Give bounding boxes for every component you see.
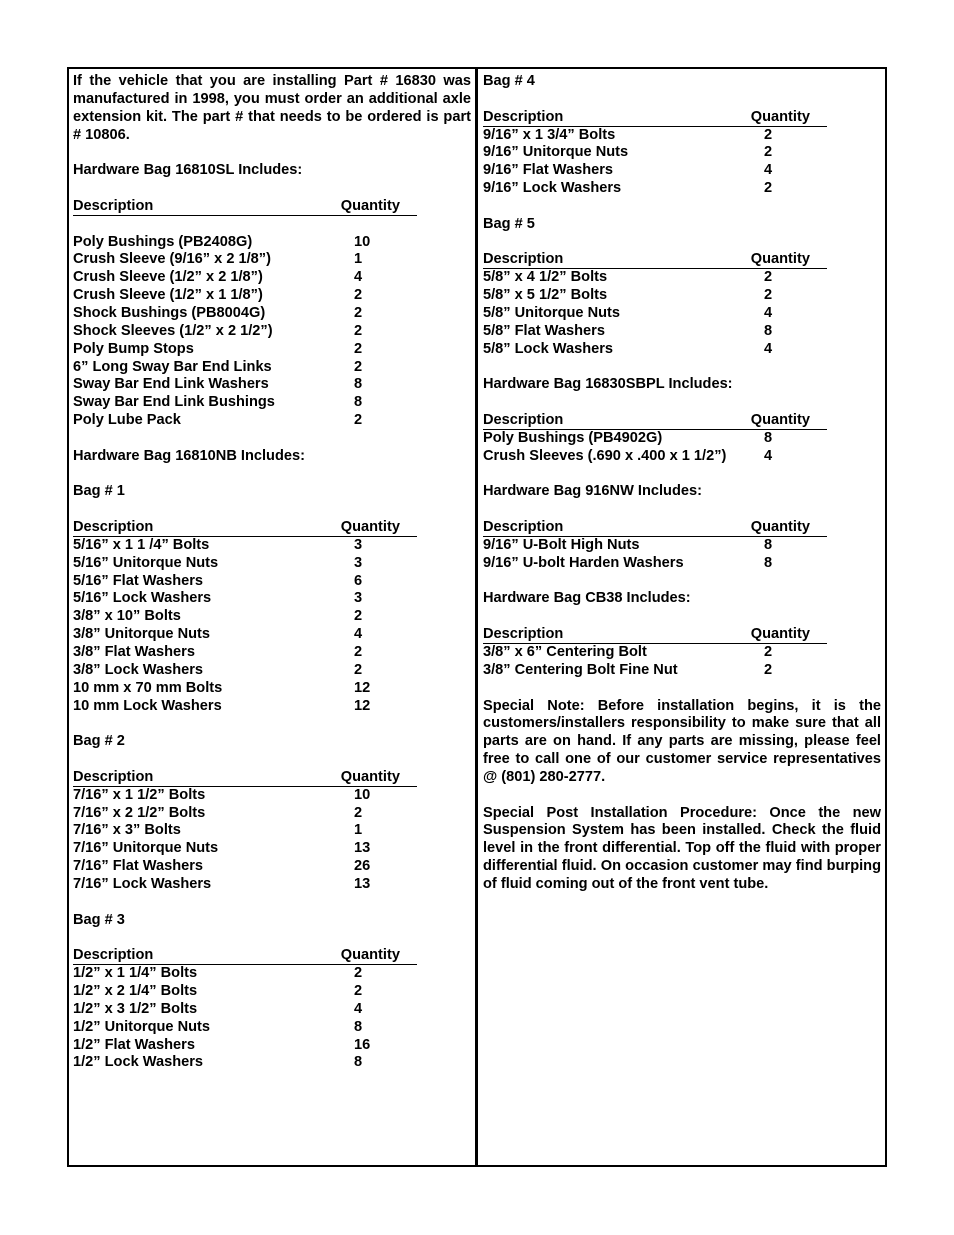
item-quantity: 16 [354, 1036, 371, 1053]
item-quantity: 2 [354, 358, 363, 375]
item-quantity: 8 [764, 429, 773, 446]
header-quantity: Quantity [750, 251, 810, 268]
list-item [73, 305, 471, 323]
header-description: Description [73, 768, 154, 785]
list-item [483, 662, 881, 680]
item-quantity: 2 [764, 144, 773, 161]
list-item [73, 573, 471, 591]
item-quantity: 8 [764, 322, 773, 339]
list-item [73, 608, 471, 626]
bag-3-title: Bag # 3 [73, 911, 125, 928]
list-item [73, 626, 471, 644]
item-quantity: 2 [354, 304, 363, 321]
item-description: 7/16” Unitorque Nuts [73, 840, 219, 857]
sl-items [73, 234, 471, 430]
list-item [73, 840, 471, 858]
bag-cb38-title: Hardware Bag CB38 Includes: [483, 590, 691, 607]
header-description: Description [73, 519, 154, 536]
list-item [73, 394, 471, 412]
list-item [73, 680, 471, 698]
header-description: Description [483, 251, 564, 268]
list-item [483, 305, 881, 323]
list-item [73, 412, 471, 430]
table-header [73, 947, 417, 965]
column-divider [475, 67, 478, 1167]
list-item [483, 144, 881, 162]
item-quantity: 3 [354, 536, 363, 553]
item-quantity: 4 [354, 1000, 363, 1017]
special-note: Special Note: Before installation begins, it is the customers/installers responsibility to make sure that all parts are on hand. If any parts are missing, please feel free to call one of our customer service representatives @ (801) 280-2777. [483, 697, 881, 785]
item-description: 5/16” Lock Washers [73, 590, 212, 607]
header-description: Description [483, 519, 564, 536]
header-quantity: Quantity [340, 768, 400, 785]
item-description: 9/16” x 1 3/4” Bolts [483, 126, 616, 143]
list-item [73, 805, 471, 823]
list-item [73, 787, 471, 805]
item-quantity: 13 [354, 875, 371, 892]
header-quantity: Quantity [750, 519, 810, 536]
list-item [73, 537, 471, 555]
list-item [73, 376, 471, 394]
item-description: Shock Sleeves (1/2” x 2 1/2”) [73, 322, 273, 339]
list-item [483, 287, 881, 305]
bag-4-items [483, 127, 881, 198]
bag-16810sl-title: Hardware Bag 16810SL Includes: [73, 162, 303, 179]
item-description: 5/8” Lock Washers [483, 340, 614, 357]
item-quantity: 10 [354, 786, 371, 803]
item-quantity: 2 [764, 126, 773, 143]
item-quantity: 12 [354, 679, 371, 696]
item-description: 7/16” Flat Washers [73, 858, 204, 875]
header-quantity: Quantity [750, 412, 810, 429]
item-quantity: 2 [354, 965, 363, 982]
item-description: 9/16” U-bolt Harden Washers [483, 554, 684, 571]
item-description: 5/8” x 4 1/2” Bolts [483, 269, 608, 286]
list-item [73, 1001, 471, 1019]
item-description: 1/2” Flat Washers [73, 1036, 195, 1053]
item-description: Poly Lube Pack [73, 412, 181, 429]
header-quantity: Quantity [750, 108, 810, 125]
bag-916nw-title: Hardware Bag 916NW Includes: [483, 483, 702, 500]
item-description: 1/2” Unitorque Nuts [73, 1018, 211, 1035]
list-item [73, 269, 471, 287]
item-quantity: 2 [354, 661, 363, 678]
list-item [483, 341, 881, 359]
item-quantity: 2 [354, 644, 363, 660]
item-quantity: 12 [354, 697, 371, 714]
list-item [483, 644, 881, 662]
list-item [73, 323, 471, 341]
item-description: 10 mm Lock Washers [73, 697, 222, 714]
item-quantity: 8 [354, 1054, 363, 1071]
table-header [483, 109, 827, 127]
sbpl-items [483, 430, 881, 466]
list-item [73, 234, 471, 252]
item-description: Sway Bar End Link Bushings [73, 394, 275, 411]
list-item [73, 287, 471, 305]
header-description: Description [483, 108, 564, 125]
item-quantity: 2 [764, 644, 773, 660]
item-quantity: 2 [354, 608, 363, 625]
header-description: Description [73, 947, 154, 964]
item-quantity: 2 [764, 661, 773, 678]
list-item [73, 662, 471, 680]
item-quantity: 26 [354, 858, 371, 875]
item-quantity: 2 [354, 287, 363, 304]
item-description: Poly Bushings (PB4902G) [483, 429, 663, 446]
item-description: Poly Bushings (PB2408G) [73, 233, 253, 250]
list-item [73, 341, 471, 359]
item-description: 5/16” Unitorque Nuts [73, 554, 219, 571]
item-description: Crush Sleeve (9/16” x 2 1/8”) [73, 251, 271, 268]
bag-5-items [483, 269, 881, 358]
item-quantity: 2 [354, 983, 363, 1000]
bag-16830sbpl-title: Hardware Bag 16830SBPL Includes: [483, 376, 733, 393]
item-description: 3/8” Centering Bolt Fine Nut [483, 661, 678, 678]
item-quantity: 1 [354, 251, 363, 268]
item-quantity: 8 [354, 394, 363, 411]
item-quantity: 3 [354, 590, 363, 607]
list-item [73, 822, 471, 840]
header-quantity: Quantity [750, 626, 810, 643]
bag-16810nb-title: Hardware Bag 16810NB Includes: [73, 447, 305, 464]
item-description: 9/16” Flat Washers [483, 162, 614, 179]
list-item [73, 1037, 471, 1055]
item-quantity: 4 [354, 269, 363, 286]
item-quantity: 2 [764, 180, 773, 197]
list-item [73, 644, 471, 662]
item-quantity: 10 [354, 233, 371, 250]
item-quantity: 6 [354, 572, 363, 589]
list-item [73, 251, 471, 269]
item-quantity: 8 [764, 554, 773, 571]
list-item [73, 359, 471, 377]
list-item [73, 698, 471, 716]
table-header [73, 769, 417, 787]
item-description: 7/16” Lock Washers [73, 875, 212, 892]
cb-items [483, 644, 881, 680]
list-item [73, 555, 471, 573]
item-quantity: 8 [764, 536, 773, 553]
item-quantity: 2 [354, 340, 363, 357]
post-install-procedure: Special Post Installation Procedure: Once the new Suspension System has been installed. Check the fluid level in the front differential. Top off the fluid with proper differential fluid. On occasion customer may find burping of fluid coming out of the front vent tube. [483, 804, 881, 892]
item-description: 9/16” Lock Washers [483, 180, 622, 197]
item-description: 3/8” Lock Washers [73, 661, 204, 678]
item-quantity: 2 [764, 269, 773, 286]
item-quantity: 2 [354, 322, 363, 339]
item-description: 1/2” x 3 1/2” Bolts [73, 1000, 198, 1017]
list-item [483, 269, 881, 287]
bag-1-items [73, 537, 471, 715]
table-header [483, 412, 827, 430]
list-item [73, 590, 471, 608]
header-description: Description [483, 626, 564, 643]
item-description: Shock Bushings (PB8004G) [73, 304, 266, 321]
list-item [73, 1054, 471, 1072]
item-description: 6” Long Sway Bar End Links [73, 358, 272, 375]
item-quantity: 4 [764, 340, 773, 357]
list-item [483, 127, 881, 145]
list-item [73, 965, 471, 983]
list-item [483, 162, 881, 180]
item-quantity: 4 [764, 162, 773, 179]
right-column [483, 73, 881, 894]
intro-paragraph: If the vehicle that you are installing Part # 16830 was manufactured in 1998, you must order an additional axle extension kit. The part # that needs to be ordered is part # 10806. [73, 73, 471, 143]
item-quantity: 4 [354, 626, 363, 643]
item-description: 1/2” Lock Washers [73, 1054, 204, 1071]
item-description: Crush Sleeve (1/2” x 2 1/8”) [73, 269, 263, 286]
item-description: 10 mm x 70 mm Bolts [73, 679, 223, 696]
item-quantity: 1 [354, 822, 363, 839]
item-description: 7/16” x 3” Bolts [73, 822, 181, 839]
item-description: 3/8” Unitorque Nuts [73, 626, 211, 643]
item-description: 5/8” Flat Washers [483, 322, 605, 339]
item-quantity: 4 [764, 447, 773, 464]
item-quantity: 2 [354, 412, 363, 429]
table-header [483, 251, 827, 269]
list-item [73, 1019, 471, 1037]
table-header [73, 519, 417, 537]
table-header [483, 519, 827, 537]
header-quantity: Quantity [340, 947, 400, 964]
list-item [483, 448, 881, 466]
list-item [483, 180, 881, 198]
item-description: 3/8” Flat Washers [73, 644, 195, 660]
list-item [483, 430, 881, 448]
list-item [73, 858, 471, 876]
nw-items [483, 537, 881, 573]
list-item [483, 555, 881, 573]
item-description: Crush Sleeves (.690 x .400 x 1 1/2”) [483, 447, 727, 464]
item-description: 1/2” x 2 1/4” Bolts [73, 983, 198, 1000]
header-description: Description [73, 197, 154, 214]
item-description: 5/8” x 5 1/2” Bolts [483, 287, 608, 304]
table-header [483, 626, 827, 644]
item-quantity: 3 [354, 554, 363, 571]
item-quantity: 8 [354, 376, 363, 393]
bag-1-title: Bag # 1 [73, 483, 125, 500]
table-header [73, 198, 417, 216]
item-description: Crush Sleeve (1/2” x 1 1/8”) [73, 287, 263, 304]
list-item [73, 876, 471, 894]
item-quantity: 2 [354, 804, 363, 821]
item-description: 5/16” Flat Washers [73, 572, 204, 589]
item-quantity: 13 [354, 840, 371, 857]
header-description: Description [483, 412, 564, 429]
bag-3-items [73, 965, 471, 1072]
item-description: 3/8” x 6” Centering Bolt [483, 644, 647, 660]
item-description: 1/2” x 1 1/4” Bolts [73, 965, 198, 982]
item-description: 5/8” Unitorque Nuts [483, 304, 621, 321]
list-item [483, 537, 881, 555]
item-quantity: 8 [354, 1018, 363, 1035]
bag-2-items [73, 787, 471, 894]
header-quantity: Quantity [340, 519, 400, 536]
item-description: 9/16” Unitorque Nuts [483, 144, 629, 161]
item-quantity: 4 [764, 304, 773, 321]
bag-4-title: Bag # 4 [483, 73, 535, 89]
list-item [73, 983, 471, 1001]
bag-5-title: Bag # 5 [483, 215, 535, 232]
bag-2-title: Bag # 2 [73, 733, 125, 750]
list-item [483, 323, 881, 341]
item-description: 7/16” x 1 1/2” Bolts [73, 786, 206, 803]
item-description: 5/16” x 1 1 /4” Bolts [73, 536, 210, 553]
item-description: 3/8” x 10” Bolts [73, 608, 181, 625]
header-quantity: Quantity [340, 197, 400, 214]
item-quantity: 2 [764, 287, 773, 304]
item-description: 9/16” U-Bolt High Nuts [483, 536, 640, 553]
item-description: Poly Bump Stops [73, 340, 194, 357]
left-column [73, 73, 471, 1072]
item-description: Sway Bar End Link Washers [73, 376, 269, 393]
item-description: 7/16” x 2 1/2” Bolts [73, 804, 206, 821]
